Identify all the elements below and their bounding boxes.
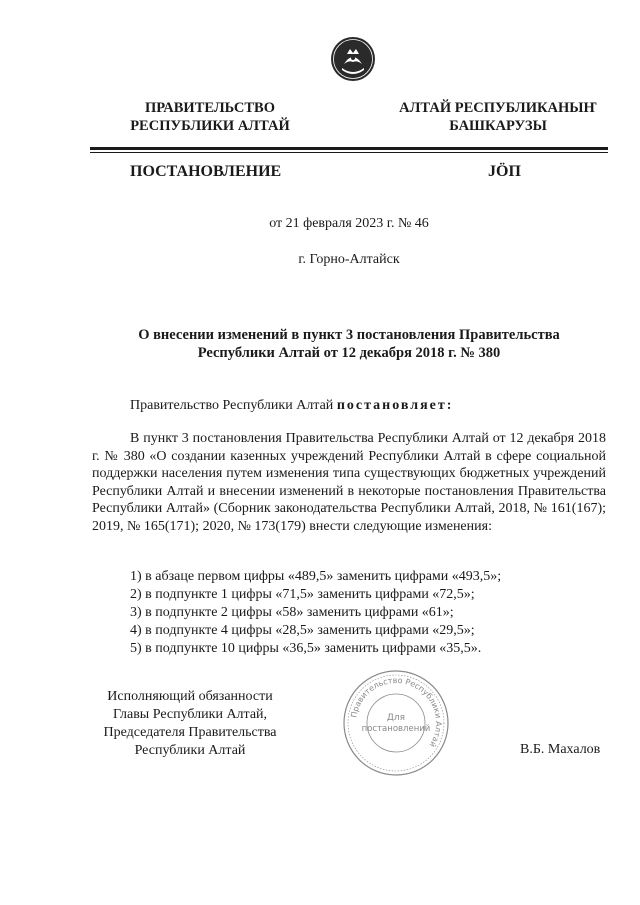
stamp-center-line2: постановлений [361,724,431,734]
title-line1: О внесении изменений в пункт 3 постановления Правительства [138,327,560,343]
signer-post-line3: Председателя Правительства [103,725,277,740]
preamble [130,398,453,414]
city: г. Горно-Алтайск [298,252,400,267]
signer-post [90,688,290,760]
list-item: 2) в подпункте 1 цифры «71,5» заменить цифрами «72,5»; [130,587,475,602]
stamp-center-line1: Для [386,713,406,723]
signer-post-line4: Республики Алтай [134,743,246,758]
preamble-bold: постановляет: [336,398,454,413]
header-right-line1: АЛТАЙ РЕСПУБЛИКАНЫҤ [399,100,597,116]
header-left [120,99,300,135]
signer-post-line1: Исполняющий обязанности [107,689,273,704]
official-stamp [341,668,451,778]
body-section [92,430,606,536]
header-right-line2: БАШКАРУЗЫ [449,118,547,134]
list-item: 5) в подпункте 10 цифры «36,5» заменить цифрами «35,5». [130,641,482,656]
document-title [90,326,608,362]
doc-type-ru: ПОСТАНОВЛЕНИЕ [130,163,282,180]
signer-name: В.Б. Махалов [520,742,601,757]
list-item: 4) в подпункте 4 цифры «28,5» заменить цифрами «29,5»; [130,623,475,638]
doc-type-alt: JӦП [488,163,521,180]
coat-of-arms-emblem [330,36,376,82]
header-left-line1: ПРАВИТЕЛЬСТВО [145,100,275,116]
signer-post-line2: Главы Республики Алтай, [112,707,268,722]
header-right [383,99,613,135]
list-item: 1) в абзаце первом цифры «489,5» заменить цифрами «493,5»; [130,569,502,584]
header-divider-thin [90,152,608,153]
body-paragraph: В пункт 3 постановления Правительства Республики Алтай от 12 декабря 2018 г. № 380 «О создании казенных учреждений Республики Алтай в сфере социальной поддержки населения путем изменения типа существующих бюджетных учреждений Республики Алтай и внесении изменений в некоторые постановления Правительства Республики Алтай» (Сборник законодательства Республики Алтай, 2018, № 161(167); 2019, № 165(171); 2020, № 173(179) внести следующие изменения: [92,431,606,534]
changes-list [130,568,501,658]
header-left-line2: РЕСПУБЛИКИ АЛТАЙ [130,118,290,134]
preamble-text: Правительство Республики Алтай [130,398,337,413]
title-line2: Республики Алтай от 12 декабря 2018 г. № 380 [197,345,501,361]
header-divider-thick [90,147,608,150]
list-item: 3) в подпункте 2 цифры «58» заменить цифрами «61»; [130,605,454,620]
stamp-ring-path: Правительство Республики Алтай [349,675,444,749]
date-number: от 21 февраля 2023 г. № 46 [269,216,429,231]
